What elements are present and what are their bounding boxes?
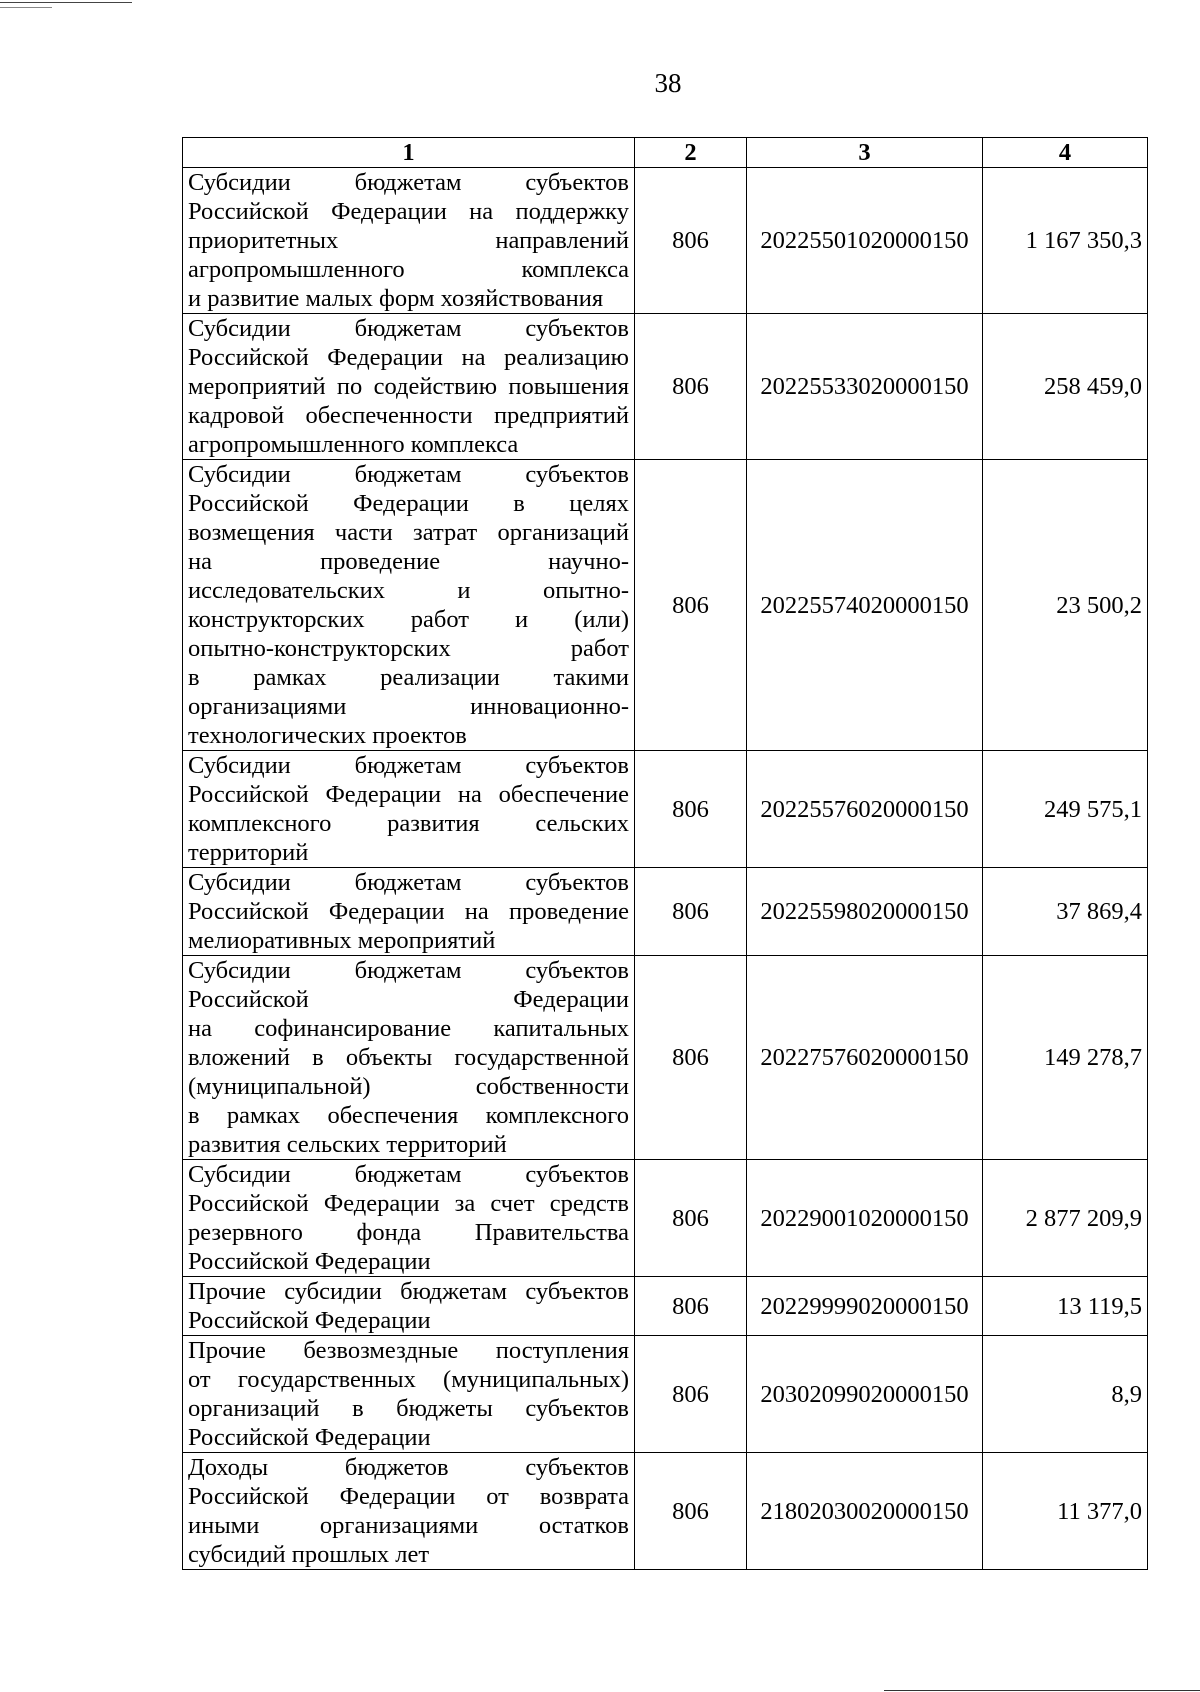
table-row bbox=[183, 751, 1148, 868]
description-line: Российской Федерации на реализацию bbox=[188, 344, 629, 371]
table-row bbox=[183, 314, 1148, 460]
admin-code-cell: 806 bbox=[635, 1277, 747, 1336]
description-line: в рамках реализации такими bbox=[188, 664, 629, 691]
amount-cell: 149 278,7 bbox=[983, 956, 1148, 1160]
description-line: приоритетных направлений bbox=[188, 227, 629, 254]
table-row bbox=[183, 956, 1148, 1160]
description-line: Прочие безвозмездные поступления bbox=[188, 1337, 629, 1364]
description-line: Российской Федерации bbox=[188, 986, 629, 1013]
revenue-description bbox=[183, 868, 635, 956]
description-line: кадровой обеспеченности предприятий bbox=[188, 402, 629, 429]
table-body bbox=[183, 168, 1148, 1570]
description-line: Российской Федерации на проведение bbox=[188, 898, 629, 925]
description-line: иными организациями остатков bbox=[188, 1512, 629, 1539]
description-line: возмещения части затрат организаций bbox=[188, 519, 629, 546]
description-line: резервного фонда Правительства bbox=[188, 1219, 629, 1246]
revenue-code-cell: 20225574020000150 bbox=[747, 460, 983, 751]
description-line: агропромышленного комплекса bbox=[188, 256, 629, 283]
description-line: исследовательских и опытно- bbox=[188, 577, 629, 604]
description-line: Российской Федерации на обеспечение bbox=[188, 781, 629, 808]
table-row bbox=[183, 168, 1148, 314]
page-number: 38 bbox=[654, 68, 682, 98]
description-line: Прочие субсидии бюджетам субъектов bbox=[188, 1278, 629, 1305]
description-line: опытно-конструкторских работ bbox=[188, 635, 629, 662]
amount-cell: 1 167 350,3 bbox=[983, 168, 1148, 314]
revenue-code-cell: 20302099020000150 bbox=[747, 1336, 983, 1453]
table-row bbox=[183, 1336, 1148, 1453]
revenue-description bbox=[183, 1453, 635, 1570]
description-line: Субсидии бюджетам субъектов bbox=[188, 315, 629, 342]
description-line: и развитие малых форм хозяйствования bbox=[188, 285, 604, 312]
description-line: на проведение научно- bbox=[188, 548, 629, 575]
amount-cell: 8,9 bbox=[983, 1336, 1148, 1453]
description-line: организациями инновационно- bbox=[188, 693, 629, 720]
description-line: Российской Федерации за счет средств bbox=[188, 1190, 629, 1217]
revenue-description bbox=[183, 314, 635, 460]
table-row bbox=[183, 1453, 1148, 1570]
description-line: организаций в бюджеты субъектов bbox=[188, 1395, 629, 1422]
scan-edge-line bbox=[0, 2, 132, 3]
amount-cell: 2 877 209,9 bbox=[983, 1160, 1148, 1277]
description-line: Субсидии бюджетам субъектов bbox=[188, 752, 629, 779]
amount-cell: 258 459,0 bbox=[983, 314, 1148, 460]
amount-cell: 23 500,2 bbox=[983, 460, 1148, 751]
revenue-code-cell: 20225533020000150 bbox=[747, 314, 983, 460]
description-line: агропромышленного комплекса bbox=[188, 431, 519, 458]
description-line: комплексного развития сельских bbox=[188, 810, 629, 837]
description-line: на софинансирование капитальных bbox=[188, 1015, 629, 1042]
description-line: технологических проектов bbox=[188, 722, 467, 749]
revenue-code-cell: 20229999020000150 bbox=[747, 1277, 983, 1336]
scan-edge-line bbox=[0, 7, 52, 8]
description-line: Субсидии бюджетам субъектов bbox=[188, 169, 629, 196]
description-line: в рамках обеспечения комплексного bbox=[188, 1102, 629, 1129]
revenue-code-cell: 20229001020000150 bbox=[747, 1160, 983, 1277]
description-line: территорий bbox=[188, 839, 309, 866]
revenue-description bbox=[183, 168, 635, 314]
description-line: от государственных (муниципальных) bbox=[188, 1366, 629, 1393]
description-line: Субсидии бюджетам субъектов bbox=[188, 957, 629, 984]
description-line: Субсидии бюджетам субъектов bbox=[188, 1161, 629, 1188]
budget-revenue-table bbox=[182, 137, 1148, 1570]
description-line: Российской Федерации в целях bbox=[188, 490, 629, 517]
description-line: Субсидии бюджетам субъектов bbox=[188, 461, 629, 488]
revenue-description bbox=[183, 1336, 635, 1453]
column-header: 1 bbox=[183, 138, 635, 168]
amount-cell: 249 575,1 bbox=[983, 751, 1148, 868]
admin-code-cell: 806 bbox=[635, 314, 747, 460]
admin-code-cell: 806 bbox=[635, 956, 747, 1160]
revenue-code-cell: 20225598020000150 bbox=[747, 868, 983, 956]
revenue-description bbox=[183, 460, 635, 751]
revenue-code-cell: 20227576020000150 bbox=[747, 956, 983, 1160]
admin-code-cell: 806 bbox=[635, 1453, 747, 1570]
admin-code-cell: 806 bbox=[635, 1336, 747, 1453]
admin-code-cell: 806 bbox=[635, 168, 747, 314]
description-line: развития сельских территорий bbox=[188, 1131, 507, 1158]
description-line: вложений в объекты государственной bbox=[188, 1044, 629, 1071]
column-header: 2 bbox=[635, 138, 747, 168]
table-row bbox=[183, 1277, 1148, 1336]
revenue-code-cell: 20225576020000150 bbox=[747, 751, 983, 868]
amount-cell: 13 119,5 bbox=[983, 1277, 1148, 1336]
revenue-code-cell: 21802030020000150 bbox=[747, 1453, 983, 1570]
table-row bbox=[183, 460, 1148, 751]
description-line: Субсидии бюджетам субъектов bbox=[188, 869, 629, 896]
description-line: конструкторских работ и (или) bbox=[188, 606, 629, 633]
description-line: Российской Федерации от возврата bbox=[188, 1483, 629, 1510]
admin-code-cell: 806 bbox=[635, 460, 747, 751]
admin-code-cell: 806 bbox=[635, 751, 747, 868]
description-line: субсидий прошлых лет bbox=[188, 1541, 430, 1568]
description-line: (муниципальной) собственности bbox=[188, 1073, 629, 1100]
amount-cell: 11 377,0 bbox=[983, 1453, 1148, 1570]
column-header: 3 bbox=[747, 138, 983, 168]
column-header: 4 bbox=[983, 138, 1148, 168]
description-line: мероприятий по содействию повышения bbox=[188, 373, 629, 400]
amount-cell: 37 869,4 bbox=[983, 868, 1148, 956]
revenue-description bbox=[183, 1160, 635, 1277]
revenue-description bbox=[183, 751, 635, 868]
revenue-description bbox=[183, 956, 635, 1160]
scan-edge-line bbox=[884, 1690, 1200, 1691]
revenue-code-cell: 20225501020000150 bbox=[747, 168, 983, 314]
description-line: мелиоративных мероприятий bbox=[188, 927, 496, 954]
description-line: Российской Федерации bbox=[188, 1248, 431, 1275]
description-line: Доходы бюджетов субъектов bbox=[188, 1454, 629, 1481]
table-row bbox=[183, 868, 1148, 956]
description-line: Российской Федерации на поддержку bbox=[188, 198, 629, 225]
table-row bbox=[183, 1160, 1148, 1277]
table-header-row bbox=[183, 138, 1148, 168]
revenue-description bbox=[183, 1277, 635, 1336]
description-line: Российской Федерации bbox=[188, 1424, 431, 1451]
admin-code-cell: 806 bbox=[635, 868, 747, 956]
admin-code-cell: 806 bbox=[635, 1160, 747, 1277]
description-line: Российской Федерации bbox=[188, 1307, 431, 1334]
